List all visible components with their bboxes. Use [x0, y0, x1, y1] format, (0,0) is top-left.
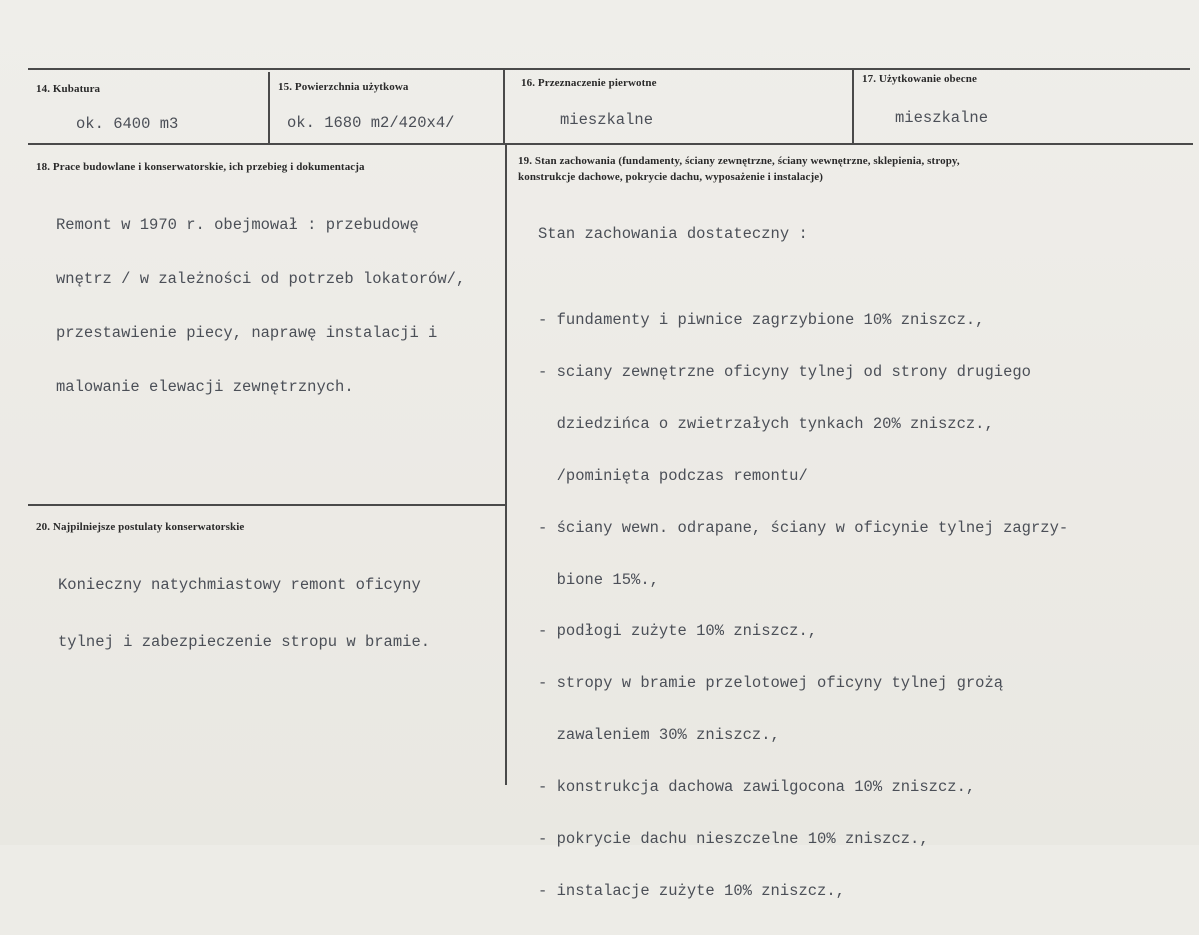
field-19-line: - ściany wewn. odrapane, ściany w oficynie tylnej zagrzy-	[538, 518, 1069, 537]
field-15-value: ok. 1680 m2/420x4/	[287, 114, 455, 132]
field-18-label: 18. Prace budowlane i konserwatorskie, ich przebieg i dokumentacja	[36, 161, 365, 173]
field-18-line: wnętrz / w zależności od potrzeb lokatorów/,	[56, 270, 466, 288]
field-19-line: - sciany zewnętrzne oficyny tylnej od strony drugiego	[538, 362, 1031, 381]
field-17-label: 17. Użytkowanie obecne	[862, 73, 977, 85]
field-19-label-line2: konstrukcje dachowe, pokrycie dachu, wyposażenie i instalacje)	[518, 171, 824, 183]
field-19-line: Stan zachowania dostateczny :	[538, 224, 808, 243]
field-19-line: - fundamenty i piwnice zagrzybione 10% zniszcz.,	[538, 311, 985, 330]
field-19-line: zawaleniem 30% zniszcz.,	[538, 726, 780, 745]
field-19-line: - stropy w bramie przelotowej oficyny tylnej grożą	[538, 674, 1004, 693]
field-18-line: malowanie elewacji zewnętrznych.	[56, 378, 354, 396]
field-19-line: - pokrycie dachu nieszczelne 10% zniszcz.,	[538, 829, 929, 848]
field-18-text	[56, 180, 465, 432]
field-19-line: - podłogi zużyte 10% zniszcz.,	[538, 622, 818, 641]
field-19-text	[538, 191, 1068, 935]
field-16-label: 16. Przeznaczenie pierwotne	[521, 77, 657, 89]
field-15-label: 15. Powierzchnia użytkowa	[278, 81, 409, 93]
field-14-value: ok. 6400 m3	[76, 115, 179, 133]
top-row-top-border	[28, 68, 1190, 70]
top-row-bottom-border	[28, 143, 1193, 145]
field-19-label-line1: 19. Stan zachowania (fundamenty, ściany zewnętrzne, ściany wewnętrzne, sklepienia, stropy,	[518, 155, 960, 167]
section-18-bottom-border	[28, 504, 505, 506]
field-19-line: /pominięta podczas remontu/	[538, 466, 808, 485]
field-18-line: przestawienie piecy, naprawę instalacji i	[56, 324, 438, 342]
field-17-value: mieszkalne	[895, 109, 989, 127]
field-19-line: dziedzińca o zwietrzałych tynkach 20% zniszcz.,	[538, 414, 994, 433]
field-16-value: mieszkalne	[560, 111, 654, 129]
divider-14-15	[268, 72, 270, 144]
field-14-label: 14. Kubatura	[36, 83, 101, 95]
divider-15-16	[503, 70, 505, 144]
divider-left-right	[505, 144, 507, 785]
field-19-line: bione 15%.,	[538, 570, 659, 589]
field-19-line: - konstrukcja dachowa zawilgocona 10% zniszcz.,	[538, 778, 976, 797]
divider-16-17	[852, 68, 854, 144]
field-20-label: 20. Najpilniejsze postulaty konserwatorskie	[36, 521, 245, 533]
field-19-line: - instalacje zużyte 10% zniszcz.,	[538, 881, 845, 900]
field-20-text	[58, 538, 430, 690]
field-20-line: tylnej i zabezpieczenie stropu w bramie.	[58, 633, 431, 651]
field-18-line: Remont w 1970 r. obejmował : przebudowę	[56, 216, 419, 234]
field-20-line: Konieczny natychmiastowy remont oficyny	[58, 576, 421, 594]
